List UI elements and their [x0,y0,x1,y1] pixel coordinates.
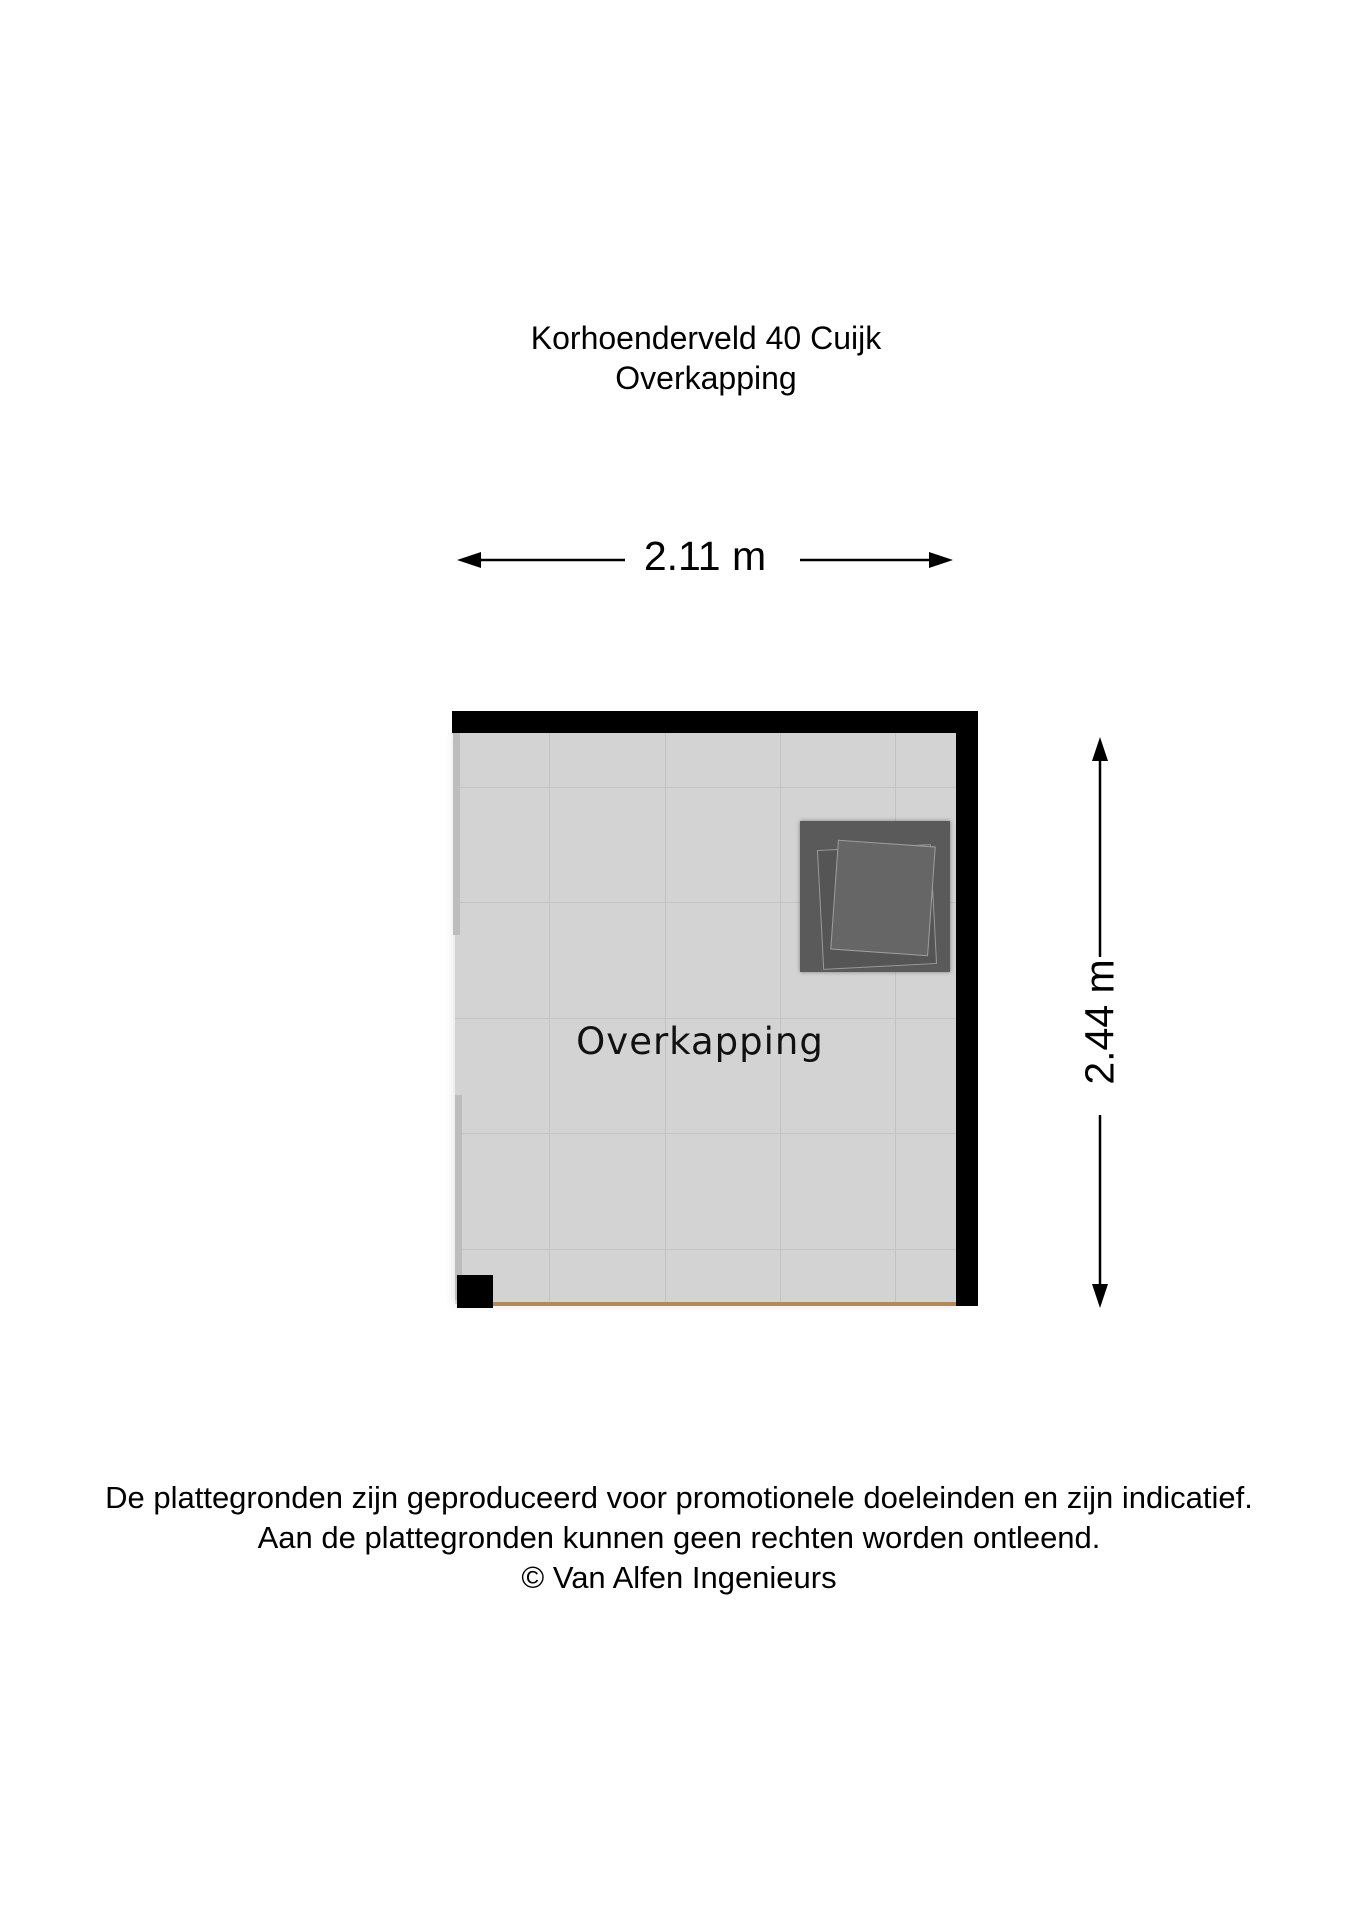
depth-label: 2.44 m [1076,959,1123,1085]
right-wall [956,711,978,1306]
address-title: Korhoenderveld 40 Cuijk [530,320,882,356]
disclaimer-line-1: De plattegronden zijn geproduceerd voor promotionele doeleinden en zijn indicatief. [105,1480,1253,1515]
tile-line [455,1133,956,1134]
bottom-edge [493,1302,956,1306]
tile-line [455,1018,956,1019]
left-wall-segment-bottom [455,1095,462,1300]
left-wall-segment-top [453,733,460,935]
tile-line [455,1249,956,1250]
depth-dimension [1075,735,1125,1310]
room-label: Overkapping [576,1020,824,1063]
table-icon [800,821,950,972]
table-top-layer [830,840,935,957]
floor-name: Overkapping [615,360,797,396]
disclaimer-line-2: Aan de plattegronden kunnen geen rechten worden ontleend. [257,1520,1101,1555]
column-icon [457,1275,493,1308]
floor-plan [445,700,990,1320]
plan-title-block [0,318,1358,398]
copyright: © Van Alfen Ingenieurs [521,1560,837,1595]
width-dimension [455,530,955,580]
top-wall [452,711,978,733]
width-label: 2.11 m [643,533,767,579]
footer [0,1478,1358,1598]
room-floor [455,733,956,1304]
tile-line [455,787,956,788]
